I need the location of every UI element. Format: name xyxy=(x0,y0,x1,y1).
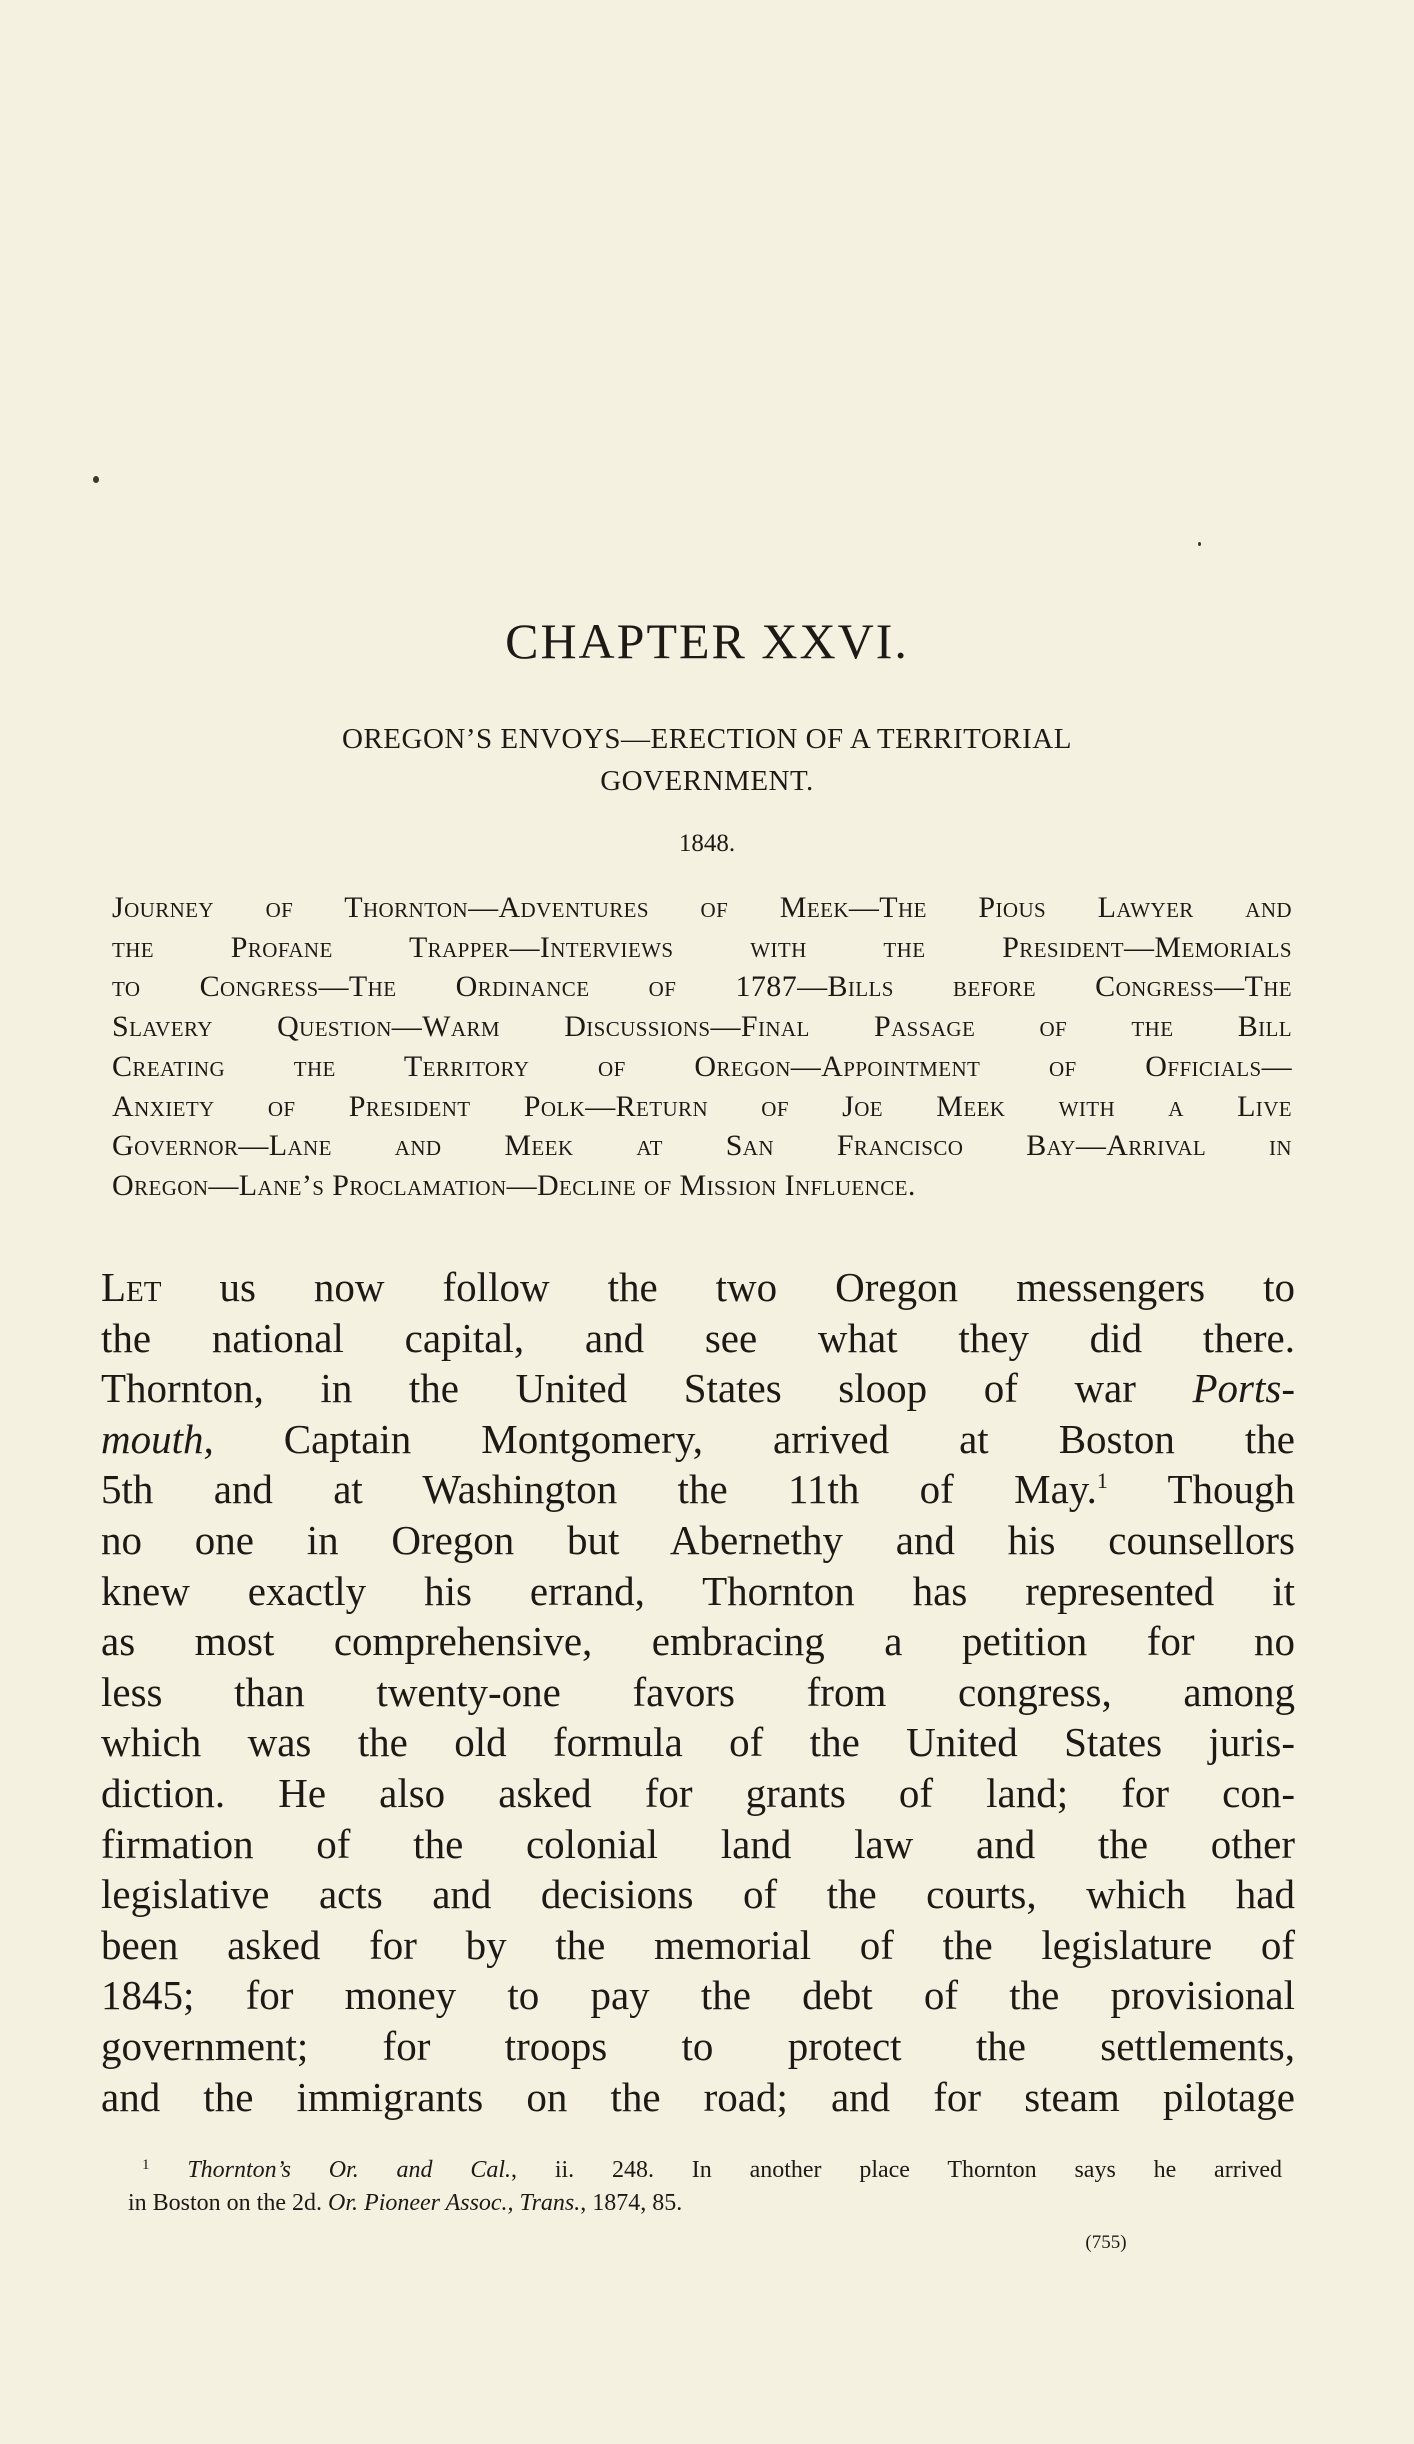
body-line xyxy=(101,1262,1295,1313)
body-line xyxy=(101,1363,1295,1414)
lead-word: Let xyxy=(101,1264,162,1310)
synopsis-line: Oregon—Lane’s Proclamation—Decline of Mission Influence. xyxy=(112,1168,916,1202)
citation-italic: Or. Pioneer Assoc., Trans. xyxy=(328,2190,581,2216)
page-number: (755) xyxy=(1085,2232,1127,2253)
body-line: diction. He also asked for grants of land; for con- xyxy=(101,1769,1295,1816)
body-line-text: us now follow the two Oregon messengers to xyxy=(161,1264,1295,1310)
chapter-subtitle-line: GOVERNMENT. xyxy=(600,765,814,797)
body-line: legislative acts and decisions of the courts, which had xyxy=(101,1871,1295,1918)
ink-speck xyxy=(1198,542,1201,546)
body-line-text: Though xyxy=(1107,1466,1295,1513)
body-line: and the immigrants on the road; and for steam pilotage xyxy=(101,2073,1295,2120)
footnote-text: , ii. 248. In another place Thornton says he arrived xyxy=(511,2157,1283,2183)
body-line: firmation of the colonial land law and the other xyxy=(101,1820,1295,1867)
synopsis-line: Journey of Thornton—Adventures of Meek—The Pious Lawyer and xyxy=(112,891,1292,924)
body-line: been asked for by the memorial of the legislature of xyxy=(101,1921,1295,1968)
footnote-marker: 1 xyxy=(142,2157,150,2173)
body-line: as most comprehensive, embracing a petition for no xyxy=(101,1618,1295,1665)
chapter-subtitle xyxy=(180,718,1234,802)
chapter-synopsis xyxy=(112,888,1292,1206)
ship-name-italic: Ports- xyxy=(1192,1365,1295,1412)
footnote-line xyxy=(128,2154,1282,2187)
ink-speck xyxy=(93,476,99,483)
synopsis-line: Anxiety of President Polk—Return of Joe Meek with a Live xyxy=(112,1089,1292,1123)
body-line: knew exactly his errand, Thornton has represented it xyxy=(101,1567,1295,1614)
body-paragraph xyxy=(101,1262,1295,2122)
footnote-reference: 1 xyxy=(1096,1468,1108,1494)
body-line-text: 5th and at Washington the 11th of May. xyxy=(101,1466,1097,1513)
body-line: no one in Oregon but Abernethy and his counsellors xyxy=(101,1516,1295,1563)
synopsis-line: Creating the Territory of Oregon—Appointment of Officials— xyxy=(112,1049,1292,1083)
body-line: 1845; for money to pay the debt of the provisional xyxy=(101,1972,1295,2019)
body-line-text: Captain Montgomery, arrived at Boston the xyxy=(213,1415,1295,1462)
body-line xyxy=(101,1464,1295,1515)
body-line xyxy=(101,1414,1295,1465)
synopsis-line: Governor—Lane and Meek at San Francisco Bay—Arrival in xyxy=(112,1129,1292,1163)
citation-italic: Thornton’s Or. and Cal. xyxy=(187,2157,512,2183)
body-line: the national capital, and see what they did there. xyxy=(101,1314,1295,1361)
body-line: government; for troops to protect the settlements, xyxy=(101,2022,1295,2069)
synopsis-line: Slavery Question—Warm Discussions—Final Passage of the Bill xyxy=(112,1010,1292,1044)
synopsis-line: the Profane Trapper—Interviews with the President—Memorials xyxy=(112,930,1292,964)
footnote-line xyxy=(128,2187,1282,2220)
body-line: which was the old formula of the United States juris- xyxy=(101,1719,1295,1766)
ship-name-italic: mouth, xyxy=(101,1415,214,1462)
body-line: less than twenty-one favors from congress, among xyxy=(101,1668,1295,1715)
synopsis-line: to Congress—The Ordinance of 1787—Bills before Congress—The xyxy=(112,970,1292,1004)
chapter-subtitle-line: OREGON’S ENVOYS—ERECTION OF A TERRITORIAL xyxy=(342,723,1072,755)
chapter-year: 1848. xyxy=(678,830,736,857)
body-line-text: Thornton, in the United States sloop of war xyxy=(101,1365,1193,1412)
footnote-text: in Boston on the 2d. xyxy=(128,2190,329,2216)
chapter-title: CHAPTER XXVI. xyxy=(505,613,909,669)
footnote xyxy=(128,2154,1282,2220)
footnote-text: , 1874, 85. xyxy=(580,2190,683,2216)
